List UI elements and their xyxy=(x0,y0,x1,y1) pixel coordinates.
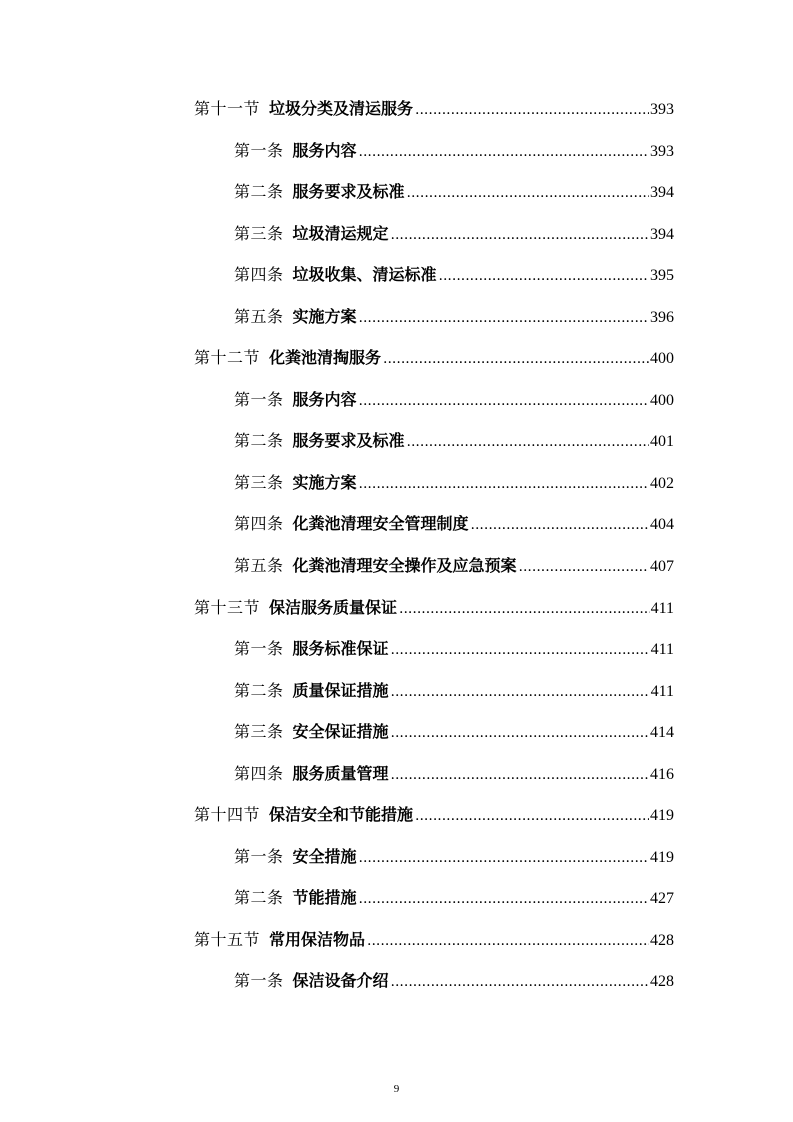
toc-entry-number: 第四条 xyxy=(234,514,284,534)
toc-entry-article[interactable] xyxy=(194,420,674,462)
toc-dot-leader xyxy=(407,173,649,215)
toc-entry-section[interactable] xyxy=(194,794,674,836)
toc-entry-title: 安全保证措施 xyxy=(292,722,389,742)
toc-entry-title: 服务要求及标准 xyxy=(292,431,405,451)
toc-entry-title: 垃圾收集、清运标准 xyxy=(292,265,437,285)
toc-entry-number: 第四条 xyxy=(234,763,284,783)
toc-entry-page: 394 xyxy=(650,184,674,202)
toc-entry-article[interactable] xyxy=(194,711,674,753)
toc-entry-number: 第二条 xyxy=(234,680,284,700)
toc-entry-title: 保洁设备介绍 xyxy=(292,971,389,991)
toc-entry-title: 化粪池清理安全操作及应急预案 xyxy=(292,556,517,576)
toc-entry-number: 第三条 xyxy=(234,472,284,492)
toc-entry-section[interactable] xyxy=(194,919,674,961)
toc-dot-leader xyxy=(359,381,649,423)
toc-entry-article[interactable] xyxy=(194,130,674,172)
toc-entry-title: 服务要求及标准 xyxy=(292,182,405,202)
page-number: 9 xyxy=(393,1083,400,1095)
toc-entry-number: 第三条 xyxy=(234,223,284,243)
toc-entry-page: 396 xyxy=(650,308,674,326)
toc-dot-leader xyxy=(391,630,650,672)
toc-entry-number: 第二条 xyxy=(234,431,284,451)
toc-entry-title: 服务内容 xyxy=(292,140,357,160)
toc-entry-title: 服务标准保证 xyxy=(292,639,389,659)
toc-dot-leader xyxy=(359,132,649,174)
toc-entry-number: 第一条 xyxy=(234,140,284,160)
toc-entry-number: 第一条 xyxy=(234,971,284,991)
toc-entry-article[interactable] xyxy=(194,628,674,670)
toc-entry-article[interactable] xyxy=(194,379,674,421)
toc-entry-page: 411 xyxy=(650,641,674,659)
toc-entry-page: 400 xyxy=(650,350,674,368)
toc-entry-title: 保洁服务质量保证 xyxy=(269,597,398,617)
toc-entry-number: 第五条 xyxy=(234,306,284,326)
toc-dot-leader xyxy=(391,672,650,714)
toc-entry-number: 第十一节 xyxy=(194,99,261,118)
toc-entry-article[interactable] xyxy=(194,171,674,213)
toc-entry-number: 第一条 xyxy=(234,639,284,659)
toc-entry-title: 常用保洁物品 xyxy=(269,929,366,949)
toc-entry-number: 第四条 xyxy=(234,265,284,285)
toc-entry-page: 394 xyxy=(650,225,674,243)
toc-entry-page: 402 xyxy=(650,474,674,492)
toc-entry-page: 414 xyxy=(650,724,674,742)
toc-dot-leader xyxy=(359,298,649,340)
table-of-contents xyxy=(194,88,674,1002)
toc-entry-number: 第十五节 xyxy=(194,929,261,949)
toc-entry-page: 407 xyxy=(650,558,674,576)
toc-entry-page: 404 xyxy=(650,516,674,534)
toc-entry-number: 第一条 xyxy=(234,389,284,409)
toc-entry-article[interactable] xyxy=(194,960,674,1002)
toc-entry-title: 安全措施 xyxy=(292,846,357,866)
toc-entry-article[interactable] xyxy=(194,545,674,587)
toc-dot-leader xyxy=(359,879,649,921)
toc-entry-page: 419 xyxy=(650,848,674,866)
toc-entry-page: 419 xyxy=(650,807,674,825)
toc-entry-article[interactable] xyxy=(194,254,674,296)
toc-entry-article[interactable] xyxy=(194,462,674,504)
toc-entry-article[interactable] xyxy=(194,753,674,795)
toc-entry-number: 第十三节 xyxy=(194,597,261,617)
toc-entry-title: 化粪池清掏服务 xyxy=(269,348,382,368)
toc-entry-title: 质量保证措施 xyxy=(292,680,389,700)
toc-dot-leader xyxy=(367,921,649,963)
toc-dot-leader xyxy=(519,547,649,589)
toc-entry-page: 393 xyxy=(650,101,674,118)
toc-entry-number: 第二条 xyxy=(234,182,284,202)
toc-dot-leader xyxy=(415,796,649,838)
toc-entry-number: 第五条 xyxy=(234,556,284,576)
toc-entry-section[interactable] xyxy=(194,337,674,379)
toc-entry-number: 第十四节 xyxy=(194,805,261,825)
toc-dot-leader xyxy=(391,215,649,257)
toc-entry-title: 化粪池清理安全管理制度 xyxy=(292,514,469,534)
toc-entry-title: 服务质量管理 xyxy=(292,763,389,783)
toc-entry-page: 428 xyxy=(650,931,674,949)
toc-dot-leader xyxy=(407,422,649,464)
toc-dot-leader xyxy=(359,838,649,880)
toc-dot-leader xyxy=(383,339,649,381)
toc-entry-page: 400 xyxy=(650,391,674,409)
toc-entry-number: 第二条 xyxy=(234,888,284,908)
toc-entry-title: 实施方案 xyxy=(292,472,357,492)
toc-entry-title: 节能措施 xyxy=(292,888,357,908)
toc-entry-page: 395 xyxy=(650,267,674,285)
toc-entry-page: 428 xyxy=(650,973,674,991)
toc-entry-page: 427 xyxy=(650,890,674,908)
toc-entry-title: 保洁安全和节能措施 xyxy=(269,805,414,825)
toc-entry-title: 实施方案 xyxy=(292,306,357,326)
toc-entry-section[interactable] xyxy=(194,587,674,629)
toc-entry-article[interactable] xyxy=(194,213,674,255)
toc-entry-title: 垃圾分类及清运服务 xyxy=(269,99,414,118)
toc-entry-page: 401 xyxy=(650,433,674,451)
toc-entry-title: 垃圾清运规定 xyxy=(292,223,389,243)
toc-entry-article[interactable] xyxy=(194,503,674,545)
toc-entry-page: 393 xyxy=(650,142,674,160)
toc-entry-article[interactable] xyxy=(194,670,674,712)
toc-dot-leader xyxy=(359,464,649,506)
toc-entry-number: 第三条 xyxy=(234,722,284,742)
toc-entry-page: 416 xyxy=(650,765,674,783)
toc-entry-number: 第一条 xyxy=(234,846,284,866)
toc-dot-leader xyxy=(391,755,649,797)
toc-dot-leader xyxy=(471,505,649,547)
toc-dot-leader xyxy=(391,713,649,755)
toc-dot-leader xyxy=(415,90,649,132)
toc-entry-page: 411 xyxy=(650,599,674,617)
toc-dot-leader xyxy=(439,256,649,298)
toc-entry-section[interactable] xyxy=(194,88,674,130)
toc-dot-leader xyxy=(391,962,649,1004)
toc-entry-number: 第十二节 xyxy=(194,348,261,368)
toc-entry-page: 411 xyxy=(650,682,674,700)
toc-entry-article[interactable] xyxy=(194,296,674,338)
toc-dot-leader xyxy=(399,589,650,631)
toc-entry-article[interactable] xyxy=(194,877,674,919)
toc-entry-article[interactable] xyxy=(194,836,674,878)
toc-entry-title: 服务内容 xyxy=(292,389,357,409)
